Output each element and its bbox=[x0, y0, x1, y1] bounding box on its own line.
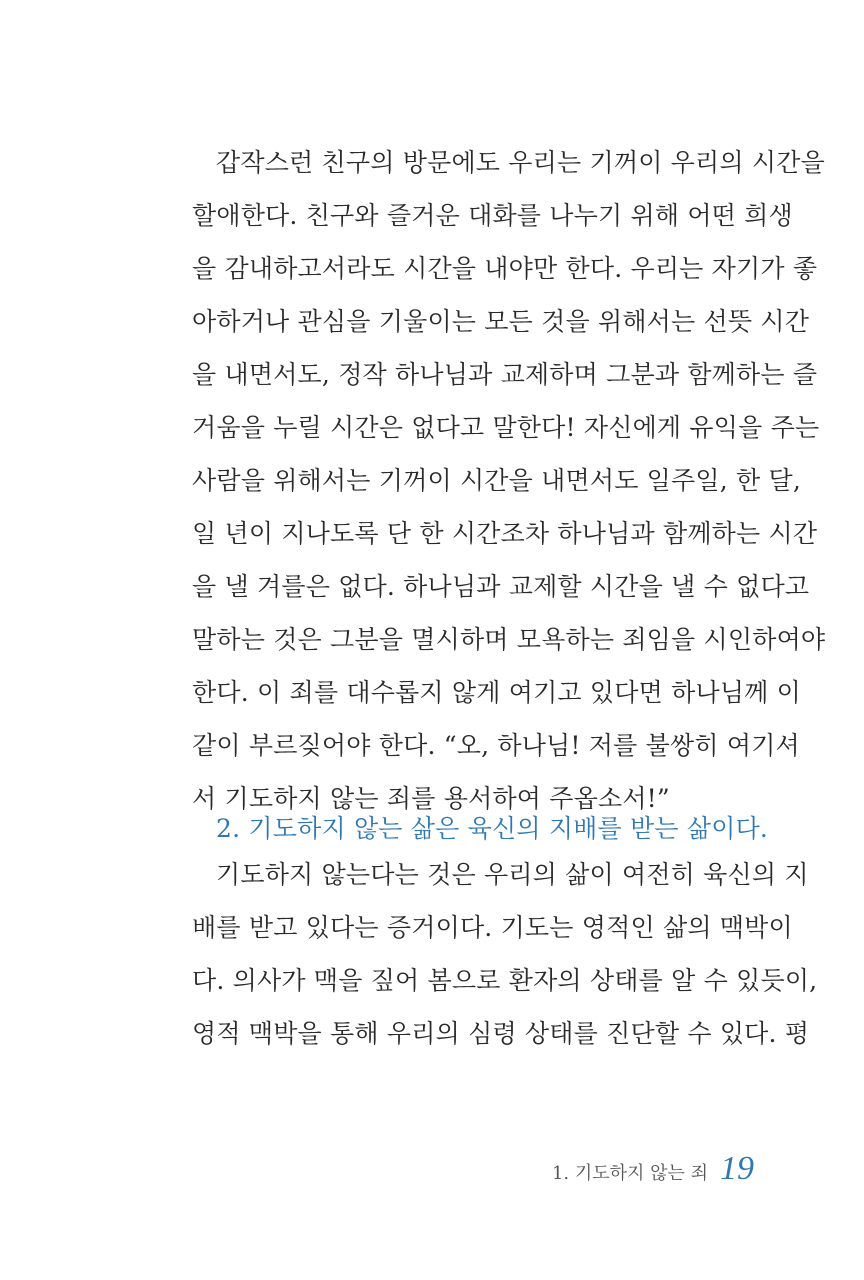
page-number: 19 bbox=[720, 1150, 754, 1187]
paragraph-line: 사람을 위해서는 기꺼이 시간을 내면서도 일주일, 한 달, bbox=[192, 466, 802, 495]
paragraph-line: 갑작스런 친구의 방문에도 우리는 기꺼이 우리의 시간을 bbox=[216, 148, 825, 177]
paragraph-line: 기도하지 않는다는 것은 우리의 삶이 여전히 육신의 지 bbox=[216, 860, 809, 889]
running-footer bbox=[552, 1150, 754, 1190]
paragraph-line: 다. 의사가 맥을 짚어 봄으로 환자의 상태를 알 수 있듯이, bbox=[192, 966, 818, 995]
paragraph-line: 말하는 것은 그분을 멸시하며 모욕하는 죄임을 시인하여야 bbox=[192, 625, 826, 654]
paragraph-line: 서 기도하지 않는 죄를 용서하여 주옵소서!” bbox=[192, 784, 670, 813]
paragraph-line: 영적 맥박을 통해 우리의 심령 상태를 진단할 수 있다. 평 bbox=[192, 1019, 810, 1048]
paragraph-line: 한다. 이 죄를 대수롭지 않게 여기고 있다면 하나님께 이 bbox=[192, 678, 802, 707]
paragraph-line: 배를 받고 있다는 증거이다. 기도는 영적인 삶의 맥박이 bbox=[192, 913, 793, 942]
paragraph-line: 일 년이 지나도록 단 한 시간조차 하나님과 함께하는 시간 bbox=[192, 519, 818, 548]
paragraph-2 bbox=[192, 860, 818, 1049]
paragraph-line: 할애한다. 친구와 즐거운 대화를 나누기 위해 어떤 희생 bbox=[192, 201, 793, 230]
chapter-label: 1. 기도하지 않는 죄 bbox=[551, 1163, 708, 1184]
paragraph-line: 거움을 누릴 시간은 없다고 말한다! 자신에게 유익을 주는 bbox=[192, 413, 820, 442]
paragraph-line: 을 내면서도, 정작 하나님과 교제하며 그분과 함께하는 즐 bbox=[192, 360, 818, 389]
section-heading: 2. 기도하지 않는 삶은 육신의 지배를 받는 삶이다. bbox=[216, 814, 769, 843]
paragraph-line: 을 감내하고서라도 시간을 내야만 한다. 우리는 자기가 좋 bbox=[192, 254, 818, 283]
paragraph-1 bbox=[192, 148, 826, 814]
paragraph-line: 을 낼 겨를은 없다. 하나님과 교제할 시간을 낼 수 없다고 bbox=[192, 572, 810, 601]
paragraph-line: 아하거나 관심을 기울이는 모든 것을 위해서는 선뜻 시간 bbox=[192, 307, 810, 336]
paragraph-line: 같이 부르짖어야 한다. “오, 하나님! 저를 불쌍히 여기셔 bbox=[192, 731, 800, 760]
